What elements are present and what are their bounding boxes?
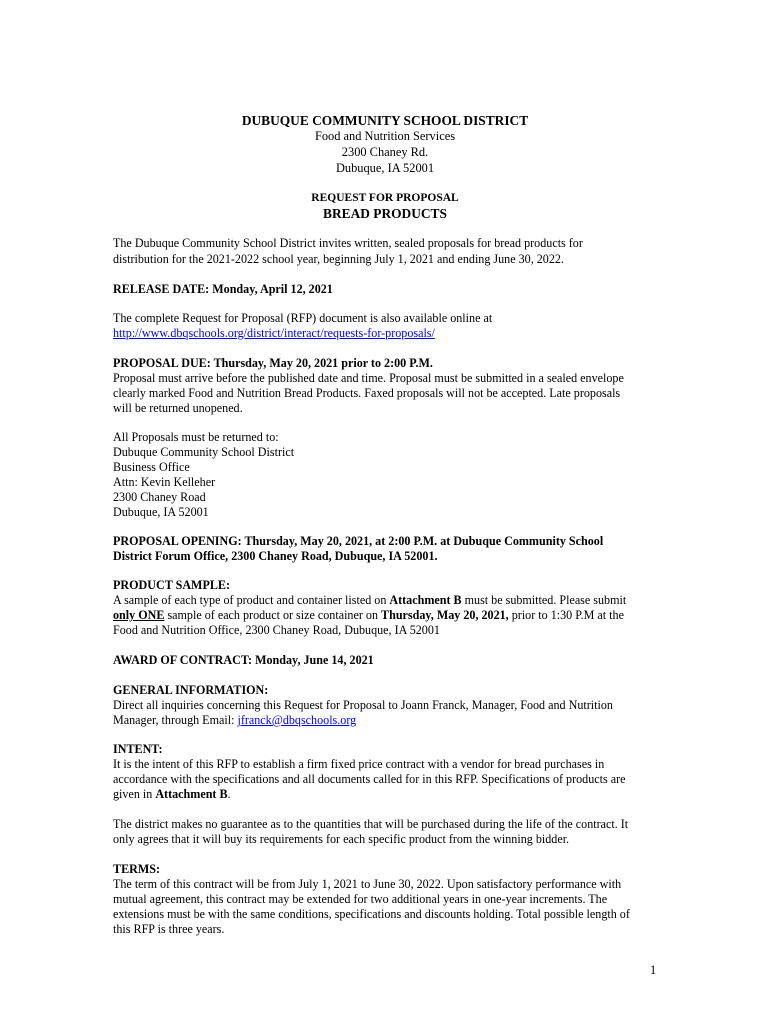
sample-text-2d: prior to 1:30 P.M at the [508, 608, 624, 622]
opening-line-1: PROPOSAL OPENING: Thursday, May 20, 2021, at 2:00 P.M. at Dubuque Community School [113, 534, 604, 548]
sample-heading: PRODUCT SAMPLE: [113, 578, 231, 592]
terms-line-3: extensions must be with the same conditions, specifications and discounts holding. Total possible length of [113, 907, 630, 921]
intent-p2-line-1: The district makes no guarantee as to the quantities that will be purchased during the life of the contract. It [113, 817, 629, 831]
email-link[interactable]: jfranck@dbqschools.org [237, 713, 357, 727]
sample-text-1a: A sample of each type of product and container listed on [113, 593, 390, 607]
intent-text-3a: given in [113, 787, 156, 801]
online-url-line [113, 326, 658, 341]
department: Food and Nutrition Services [314, 129, 456, 143]
sample-text-1c: must be submitted. Please submit [461, 593, 627, 607]
street-address: 2300 Chaney Rd. [341, 145, 429, 159]
terms-line-4: this RFP is three years. [113, 922, 225, 936]
proposal-due-heading: PROPOSAL DUE: Thursday, May 20, 2021 prior to 2:00 P.M. [113, 356, 433, 370]
intro-line-2: distribution for the 2021-2022 school year, beginning July 1, 2021 and ending June 30, 2022. [113, 252, 564, 266]
sample-date: Thursday, May 20, 2021, [381, 608, 509, 622]
return-line-1: All Proposals must be returned to: [113, 430, 279, 444]
intent-line-1: It is the intent of this RFP to establish a firm fixed price contract with a vendor for bread purchases in [113, 757, 605, 771]
general-line-2 [113, 713, 658, 728]
rfp-title: BREAD PRODUCTS [323, 206, 447, 221]
due-line-3: will be returned unopened. [113, 401, 243, 415]
general-heading: GENERAL INFORMATION: [113, 683, 269, 697]
release-date-heading: RELEASE DATE: Monday, April 12, 2021 [113, 282, 333, 296]
return-line-2: Dubuque Community School District [113, 445, 295, 459]
sample-line-2 [113, 608, 658, 623]
sample-line-1 [113, 593, 658, 608]
city-state-zip: Dubuque, IA 52001 [335, 161, 435, 175]
org-name: DUBUQUE COMMUNITY SCHOOL DISTRICT [241, 113, 529, 128]
intro-line-1: The Dubuque Community School District invites written, sealed proposals for bread products for [113, 236, 583, 250]
sample-line-3: Food and Nutrition Office, 2300 Chaney Road, Dubuque, IA 52001 [113, 623, 440, 637]
intent-p2-line-2: only agrees that it will buy its requirements for each specific product from the winning bidder. [113, 832, 570, 846]
terms-heading: TERMS: [113, 862, 161, 876]
award-heading: AWARD OF CONTRACT: Monday, June 14, 2021 [113, 653, 374, 667]
intent-heading: INTENT: [113, 742, 163, 756]
terms-line-1: The term of this contract will be from July 1, 2021 to June 30, 2022. Upon satisfactory performance with [113, 877, 622, 891]
page-number: 1 [650, 963, 657, 977]
intent-line-3 [113, 787, 658, 802]
due-line-1: Proposal must arrive before the published date and time. Proposal must be submitted in a sealed envelope [113, 371, 624, 385]
intent-line-2: accordance with the specifications and all documents called for in this RFP. Specifications of products are [113, 772, 626, 786]
rfp-url-link[interactable]: http://www.dbqschools.org/district/interact/requests-for-proposals/ [113, 326, 435, 340]
sample-attachment-ref: Attachment B [389, 593, 462, 607]
return-line-4: Attn: Kevin Kelleher [113, 475, 216, 489]
return-line-6: Dubuque, IA 52001 [113, 505, 209, 519]
return-line-3: Business Office [113, 460, 190, 474]
rfp-label: REQUEST FOR PROPOSAL [311, 192, 459, 204]
terms-line-2: mutual agreement, this contract may be extended for two additional years in one-year increments. The [113, 892, 608, 906]
sample-only-one: only ONE [113, 608, 165, 622]
intent-text-3c: . [227, 787, 231, 801]
intent-attachment-ref: Attachment B [155, 787, 228, 801]
opening-line-2: District Forum Office, 2300 Chaney Road, Dubuque, IA 52001. [113, 549, 438, 563]
general-text-2a: Manager, through Email: [113, 713, 238, 727]
return-line-5: 2300 Chaney Road [113, 490, 206, 504]
general-line-1: Direct all inquiries concerning this Request for Proposal to Joann Franck, Manager, Food and Nutrition [113, 698, 613, 712]
sample-text-2b: sample of each product or size container on [164, 608, 382, 622]
online-line-1: The complete Request for Proposal (RFP) document is also available online at [113, 311, 493, 325]
due-line-2: clearly marked Food and Nutrition Bread Products. Faxed proposals will not be accepted. Late proposals [113, 386, 621, 400]
